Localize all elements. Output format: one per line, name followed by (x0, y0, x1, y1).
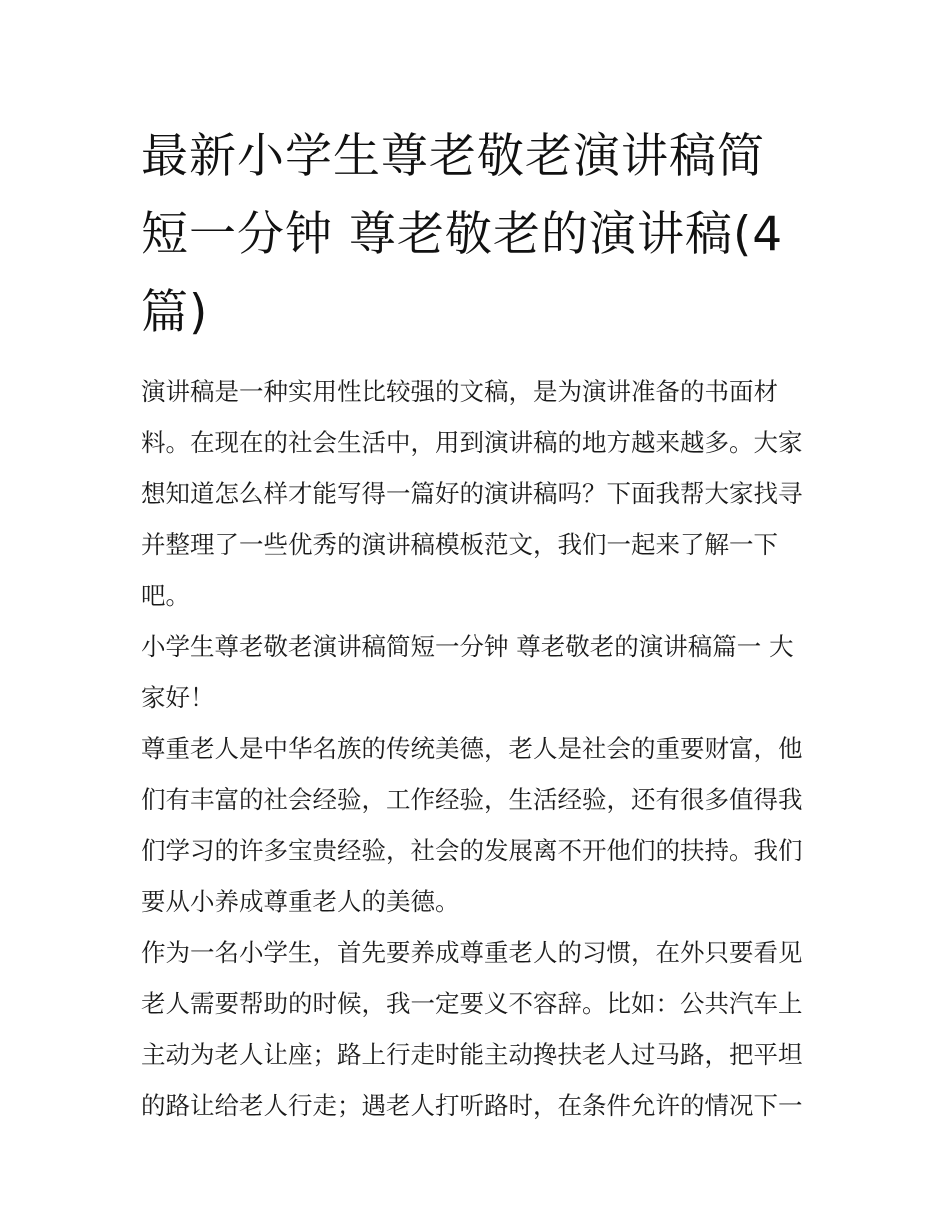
text-line: 小学生尊老敬老演讲稿简短一分钟 尊老敬老的演讲稿篇一 大 (141, 632, 794, 661)
body-paragraph (141, 927, 813, 1131)
document-page (141, 118, 813, 1131)
text-line: 尊重老人是中华名族的传统美德，老人是社会的重要财富，他 (141, 734, 803, 763)
text-line: 主动为老人让座；路上行走时能主动搀扶老人过马路，把平坦 (141, 1040, 803, 1069)
text-line: 们学习的许多宝贵经验，社会的发展离不开他们的扶持。我们 (141, 836, 803, 865)
title-line: 最新小学生尊老敬老演讲稿简 (141, 129, 765, 184)
text-line: 家好！ (141, 683, 215, 712)
text-line: 想知道怎么样才能写得一篇好的演讲稿吗？下面我帮大家找寻 (141, 479, 803, 508)
text-line: 演讲稿是一种实用性比较强的文稿，是为演讲准备的书面材 (141, 377, 778, 406)
section-heading-paragraph (141, 621, 813, 723)
body-paragraph (141, 723, 813, 927)
title-line: 短一分钟 尊老敬老的演讲稿(4 (141, 207, 784, 262)
text-line: 的路让给老人行走；遇老人打听路时，在条件允许的情况下一 (141, 1091, 803, 1120)
intro-paragraph (141, 366, 813, 621)
text-line: 老人需要帮助的时候，我一定要义不容辞。比如：公共汽车上 (141, 989, 803, 1018)
title-line: 篇) (141, 285, 209, 340)
text-line: 作为一名小学生，首先要养成尊重老人的习惯，在外只要看见 (141, 938, 803, 967)
text-line: 吧。 (141, 581, 190, 610)
text-line: 要从小养成尊重老人的美德。 (141, 887, 460, 916)
document-title (141, 118, 813, 352)
text-line: 们有丰富的社会经验，工作经验，生活经验，还有很多值得我 (141, 785, 803, 814)
text-line: 并整理了一些优秀的演讲稿模板范文，我们一起来了解一下 (141, 530, 778, 559)
text-line: 料。在现在的社会生活中，用到演讲稿的地方越来越多。大家 (141, 428, 803, 457)
